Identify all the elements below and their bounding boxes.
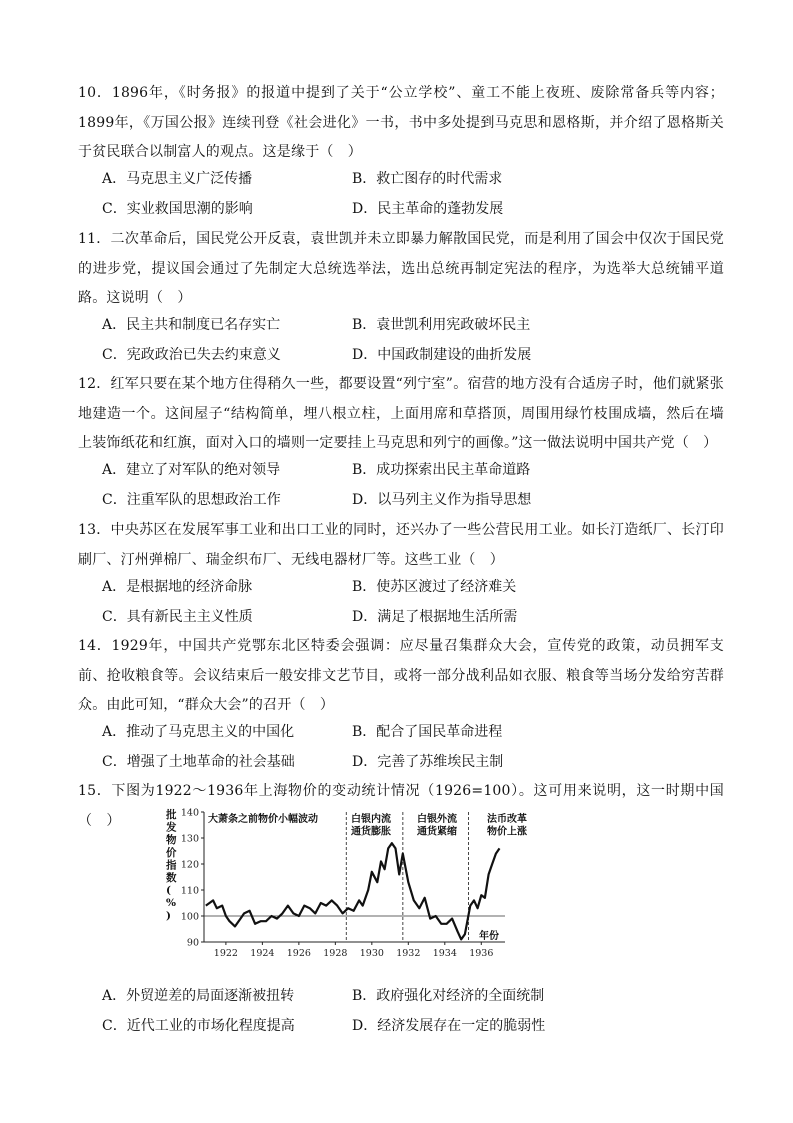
option-d[interactable]: D．满足了根据地生活所需 xyxy=(352,608,518,625)
option-a[interactable]: A．建立了对军队的绝对领导 xyxy=(102,462,281,478)
question-10-stem: 10．1896年，《时务报》的报道中提到了关于“公立学校”、童工不能上夜班、废除常备兵等内容；1899年，《万国公报》连续刊登《社会进化》一书，书中多处提到马克思和恩格斯，并介绍了恩格斯关于贫民联合以制富人的观点。这是缘于（ ） xyxy=(78,85,724,160)
y-tick-label: 90 xyxy=(186,937,199,949)
option-d[interactable]: D．完善了苏维埃民主制 xyxy=(352,753,504,770)
x-tick-label: 1932 xyxy=(396,948,421,959)
option-a[interactable]: A．民主共和制度已名存实亡 xyxy=(102,317,281,333)
option-b[interactable]: B．配合了国民革命进程 xyxy=(352,724,503,740)
y-tick-label: 130 xyxy=(180,833,199,845)
x-tick-label: 1934 xyxy=(432,948,457,959)
option-c[interactable]: C．注重军队的思想政治工作 xyxy=(102,491,281,508)
y-tick-label: 140 xyxy=(180,807,199,819)
question-12-options xyxy=(102,456,722,515)
period-annotation: 白银内流通货膨胀 xyxy=(351,814,391,838)
question-15-stem: 15．下图为1922～1936年上海物价的变动统计情况（1926=100）。这可用来说明，这一时期中国（ ） xyxy=(78,783,724,829)
option-b[interactable]: B．成功探索出民主革命道路 xyxy=(352,462,531,478)
option-c[interactable]: C．增强了土地革命的社会基础 xyxy=(102,753,295,770)
price-index-line xyxy=(206,843,500,939)
option-c[interactable]: C．实业救国思潮的影响 xyxy=(102,200,253,217)
period-annotation: 大萧条之前物价小幅波动 xyxy=(208,814,318,825)
x-tick-label: 1930 xyxy=(359,948,384,959)
option-a[interactable]: A．外贸逆差的局面逐渐被扭转 xyxy=(102,988,295,1004)
price-index-chart xyxy=(160,806,545,966)
question-14-stem: 14．1929年，中国共产党鄂东北区特委会强调：应尽量召集群众大会，宣传党的政策，动员拥军支前、抢收粮食等。会议结束后一般安排文艺节目，或将一部分战利品如衣服、粮食等当场分发给穷苦群众。由此可知，“群众大会”的召开（ ） xyxy=(78,638,724,713)
question-11-options xyxy=(102,311,722,370)
question-10-options xyxy=(102,165,722,224)
y-tick-label: 120 xyxy=(180,859,199,871)
question-13-stem: 13．中央苏区在发展军事工业和出口工业的同时，还兴办了一些公营民用工业。如长汀造纸厂、长汀印刷厂、汀州弹棉厂、瑞金织布厂、无线电器材厂等。这些工业（ ） xyxy=(78,522,724,568)
y-tick-label: 110 xyxy=(180,885,199,897)
option-b[interactable]: B．袁世凯利用宪政破坏民主 xyxy=(352,317,531,333)
question-11-stem: 11．二次革命后，国民党公开反袁，袁世凯并未立即暴力解散国民党，而是利用了国会中仅次于国民党的进步党，提议国会通过了先制定大总统选举法，选出总统再制定宪法的程序，为选举大总统铺平道路。这说明（ ） xyxy=(78,231,724,306)
x-tick-label: 1924 xyxy=(250,948,275,959)
option-b[interactable]: B．政府强化对经济的全面统制 xyxy=(352,988,545,1004)
option-a[interactable]: A．推动了马克思主义的中国化 xyxy=(102,724,295,740)
period-annotation: 白银外流通货紧缩 xyxy=(417,814,457,838)
option-b[interactable]: B．救亡图存的时代需求 xyxy=(352,171,503,187)
option-d[interactable]: D．民主革命的蓬勃发展 xyxy=(352,200,504,217)
question-13-options xyxy=(102,573,722,632)
option-c[interactable]: C．宪政政治已失去约束意义 xyxy=(102,346,281,363)
option-d[interactable]: D．中国政制建设的曲折发展 xyxy=(352,346,532,363)
x-tick-label: 1922 xyxy=(213,948,238,959)
option-d[interactable]: D．经济发展存在一定的脆弱性 xyxy=(352,1017,546,1034)
x-tick-label: 1936 xyxy=(469,948,494,959)
option-a[interactable]: A．是根据地的经济命脉 xyxy=(102,579,253,595)
period-annotation: 法币改革物价上涨 xyxy=(487,814,527,838)
y-axis-label: 批发物价指数( % ) xyxy=(166,809,177,922)
x-axis-label: 年份 xyxy=(479,931,499,942)
x-tick-label: 1926 xyxy=(286,948,311,959)
option-a[interactable]: A．马克思主义广泛传播 xyxy=(102,171,253,187)
question-12-stem: 12．红军只要在某个地方住得稍久一些，都要设置“列宁室”。宿营的地方没有合适房子时，他们就紧张地建造一个。这间屋子“结构简单，埋八根立柱，上面用席和草搭顶，周围用绿竹枝围成墙，然后在墙上装饰纸花和红旗，面对入口的墙则一定要挂上马克思和列宁的画像。”这一做法说明中国共产党（ ） xyxy=(78,376,724,451)
option-c[interactable]: C．具有新民主主义性质 xyxy=(102,608,253,625)
option-d[interactable]: D．以马列主义作为指导思想 xyxy=(352,491,532,508)
question-14-options xyxy=(102,718,722,777)
x-tick-label: 1928 xyxy=(323,948,348,959)
y-tick-label: 100 xyxy=(180,911,199,923)
option-c[interactable]: C．近代工业的市场化程度提高 xyxy=(102,1017,295,1034)
option-b[interactable]: B．使苏区渡过了经济难关 xyxy=(352,579,517,595)
question-15-options xyxy=(102,982,722,1041)
